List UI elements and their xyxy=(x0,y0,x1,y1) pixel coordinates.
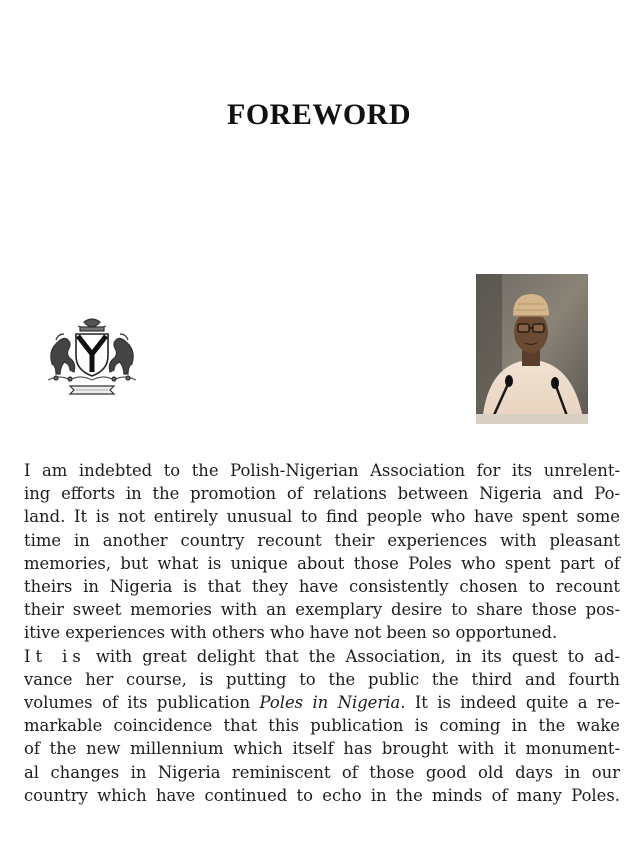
text-fragment: . It is indeed quite a re- xyxy=(400,693,621,713)
coat-of-arms-emblem xyxy=(40,316,144,398)
text-line: ing efforts in the promotion of relations between Nigeria and Po- xyxy=(24,484,620,504)
text-line: itive experiences with others who have not been so opportuned. xyxy=(24,623,558,643)
text-fragment: with great delight that the Association, in its quest to ad- xyxy=(95,646,620,666)
text-line: memories, but what is unique about those Poles who spent part of xyxy=(24,553,620,573)
page-title: FOREWORD xyxy=(227,98,411,131)
text-line: time in another country recount their experiences with pleasant xyxy=(24,530,620,550)
text-line: of the new millennium which itself has brought with it monument- xyxy=(24,739,620,759)
text-line: land. It is not entirely unusual to find people who have spent some xyxy=(24,507,620,527)
left-horse xyxy=(51,338,75,374)
text-line: I am indebted to the Polish-Nigerian Association for its unrelent- xyxy=(24,461,620,480)
text-line: vance her course, is putting to the public the third and fourth xyxy=(24,669,620,689)
eagle-crest xyxy=(84,319,100,327)
text-line: markable coincidence that this publication is coming in the wake xyxy=(24,716,620,736)
text-fragment: volumes of its publication xyxy=(24,693,260,713)
right-horse xyxy=(109,338,133,374)
paragraph-lead: It is xyxy=(24,646,86,666)
publication-title: Poles in Nigeria xyxy=(259,693,401,713)
text-line: their sweet memories with an exemplary desire to share those pos- xyxy=(24,600,620,620)
text-line: theirs in Nigeria is that they have consistently chosen to recount xyxy=(24,577,620,597)
text-line: al changes in Nigeria reminiscent of those good old days in our xyxy=(24,762,620,782)
text-line: country which have continued to echo in the minds of many Poles. xyxy=(24,785,620,805)
foreword-text xyxy=(24,459,620,807)
text-line xyxy=(24,691,620,714)
text-line xyxy=(24,645,620,668)
portrait-photo xyxy=(476,274,588,424)
